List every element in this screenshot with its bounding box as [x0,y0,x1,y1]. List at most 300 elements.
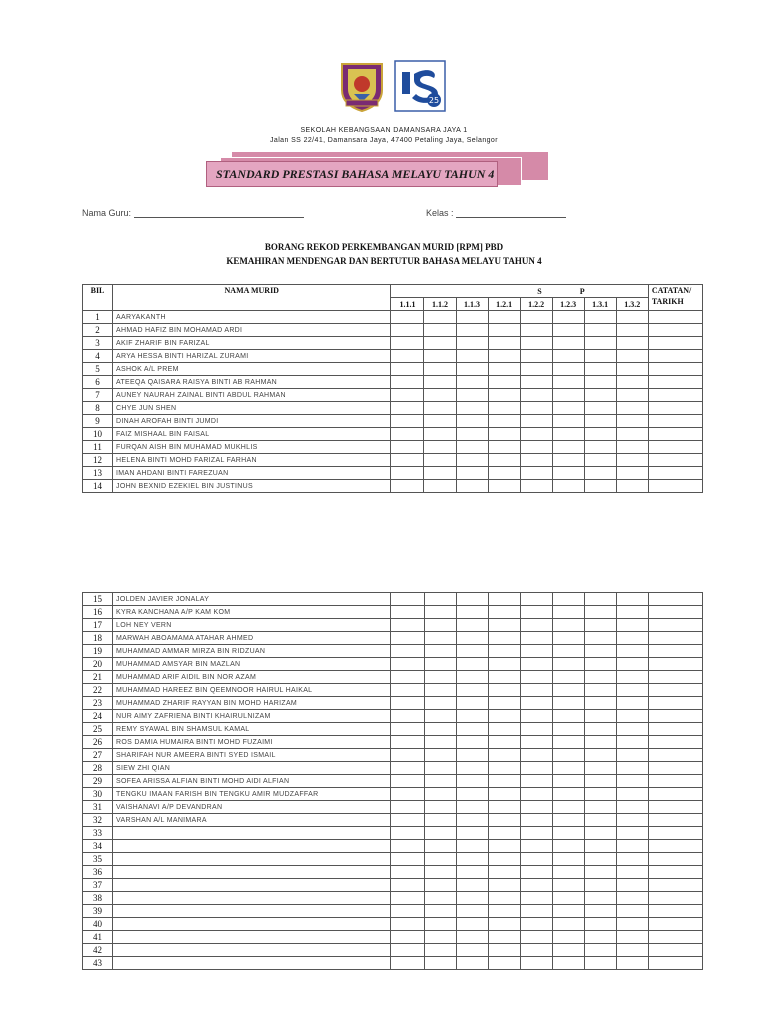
mark-cell-1-2-1[interactable] [488,684,520,697]
mark-cell-1-3-1[interactable] [584,918,616,931]
mark-cell-1-2-1[interactable] [488,957,520,970]
mark-cell-1-3-1[interactable] [584,376,616,389]
mark-cell-1-1-1[interactable] [391,697,424,710]
mark-cell-1-2-2[interactable] [520,645,552,658]
catatan-cell[interactable] [648,311,702,324]
mark-cell-1-1-1[interactable] [391,415,424,428]
mark-cell-1-3-2[interactable] [616,441,648,454]
mark-cell-1-2-1[interactable] [488,454,520,467]
mark-cell-1-2-3[interactable] [552,931,584,944]
mark-cell-1-1-2[interactable] [424,853,456,866]
mark-cell-1-2-2[interactable] [520,853,552,866]
mark-cell-1-3-1[interactable] [584,957,616,970]
mark-cell-1-1-1[interactable] [391,827,424,840]
mark-cell-1-2-2[interactable] [520,324,552,337]
mark-cell-1-1-1[interactable] [391,467,424,480]
mark-cell-1-3-2[interactable] [616,467,648,480]
mark-cell-1-1-2[interactable] [424,402,456,415]
mark-cell-1-2-2[interactable] [520,723,552,736]
mark-cell-1-2-2[interactable] [520,658,552,671]
mark-cell-1-3-1[interactable] [584,606,616,619]
catatan-cell[interactable] [648,840,702,853]
mark-cell-1-2-3[interactable] [552,402,584,415]
mark-cell-1-1-3[interactable] [456,467,488,480]
mark-cell-1-3-2[interactable] [616,827,648,840]
mark-cell-1-1-2[interactable] [424,311,456,324]
mark-cell-1-2-2[interactable] [520,736,552,749]
mark-cell-1-2-2[interactable] [520,441,552,454]
mark-cell-1-2-3[interactable] [552,710,584,723]
mark-cell-1-1-3[interactable] [456,879,488,892]
mark-cell-1-1-3[interactable] [456,853,488,866]
mark-cell-1-1-3[interactable] [456,892,488,905]
mark-cell-1-2-2[interactable] [520,467,552,480]
mark-cell-1-2-1[interactable] [488,905,520,918]
class-field[interactable] [426,207,566,218]
mark-cell-1-1-3[interactable] [456,840,488,853]
mark-cell-1-1-1[interactable] [391,593,424,606]
mark-cell-1-3-1[interactable] [584,710,616,723]
mark-cell-1-2-2[interactable] [520,840,552,853]
catatan-cell[interactable] [648,337,702,350]
mark-cell-1-1-1[interactable] [391,311,424,324]
catatan-cell[interactable] [648,415,702,428]
catatan-cell[interactable] [648,944,702,957]
mark-cell-1-2-2[interactable] [520,801,552,814]
mark-cell-1-3-1[interactable] [584,892,616,905]
catatan-cell[interactable] [648,363,702,376]
mark-cell-1-1-2[interactable] [424,775,456,788]
mark-cell-1-1-2[interactable] [424,337,456,350]
catatan-cell[interactable] [648,402,702,415]
mark-cell-1-1-2[interactable] [424,866,456,879]
mark-cell-1-2-3[interactable] [552,467,584,480]
mark-cell-1-2-3[interactable] [552,593,584,606]
mark-cell-1-3-1[interactable] [584,697,616,710]
mark-cell-1-2-2[interactable] [520,892,552,905]
mark-cell-1-3-1[interactable] [584,827,616,840]
mark-cell-1-2-1[interactable] [488,788,520,801]
mark-cell-1-1-2[interactable] [424,918,456,931]
mark-cell-1-3-2[interactable] [616,337,648,350]
mark-cell-1-3-1[interactable] [584,671,616,684]
mark-cell-1-3-2[interactable] [616,879,648,892]
mark-cell-1-3-2[interactable] [616,350,648,363]
mark-cell-1-3-2[interactable] [616,389,648,402]
catatan-cell[interactable] [648,723,702,736]
mark-cell-1-1-2[interactable] [424,658,456,671]
mark-cell-1-2-3[interactable] [552,697,584,710]
mark-cell-1-1-3[interactable] [456,684,488,697]
mark-cell-1-1-3[interactable] [456,931,488,944]
mark-cell-1-1-1[interactable] [391,892,424,905]
mark-cell-1-2-2[interactable] [520,337,552,350]
mark-cell-1-2-2[interactable] [520,788,552,801]
mark-cell-1-2-1[interactable] [488,801,520,814]
mark-cell-1-3-2[interactable] [616,814,648,827]
mark-cell-1-2-3[interactable] [552,350,584,363]
mark-cell-1-3-2[interactable] [616,606,648,619]
mark-cell-1-3-2[interactable] [616,645,648,658]
catatan-cell[interactable] [648,697,702,710]
mark-cell-1-3-2[interactable] [616,957,648,970]
class-input-line[interactable] [456,207,566,218]
mark-cell-1-2-1[interactable] [488,606,520,619]
mark-cell-1-1-2[interactable] [424,350,456,363]
catatan-cell[interactable] [648,389,702,402]
mark-cell-1-2-1[interactable] [488,710,520,723]
catatan-cell[interactable] [648,801,702,814]
mark-cell-1-1-2[interactable] [424,840,456,853]
mark-cell-1-3-2[interactable] [616,905,648,918]
mark-cell-1-3-1[interactable] [584,801,616,814]
mark-cell-1-2-3[interactable] [552,827,584,840]
mark-cell-1-1-1[interactable] [391,957,424,970]
mark-cell-1-1-3[interactable] [456,645,488,658]
mark-cell-1-1-2[interactable] [424,710,456,723]
catatan-cell[interactable] [648,827,702,840]
mark-cell-1-3-1[interactable] [584,337,616,350]
mark-cell-1-3-2[interactable] [616,944,648,957]
mark-cell-1-3-1[interactable] [584,931,616,944]
mark-cell-1-3-2[interactable] [616,324,648,337]
mark-cell-1-1-1[interactable] [391,389,424,402]
mark-cell-1-2-3[interactable] [552,840,584,853]
catatan-cell[interactable] [648,619,702,632]
mark-cell-1-3-1[interactable] [584,363,616,376]
catatan-cell[interactable] [648,441,702,454]
mark-cell-1-3-2[interactable] [616,723,648,736]
mark-cell-1-1-3[interactable] [456,723,488,736]
mark-cell-1-1-1[interactable] [391,710,424,723]
mark-cell-1-1-2[interactable] [424,736,456,749]
catatan-cell[interactable] [648,866,702,879]
mark-cell-1-2-3[interactable] [552,775,584,788]
mark-cell-1-1-2[interactable] [424,324,456,337]
mark-cell-1-1-3[interactable] [456,350,488,363]
mark-cell-1-3-1[interactable] [584,736,616,749]
mark-cell-1-1-2[interactable] [424,723,456,736]
mark-cell-1-2-1[interactable] [488,658,520,671]
mark-cell-1-2-1[interactable] [488,814,520,827]
mark-cell-1-2-2[interactable] [520,428,552,441]
mark-cell-1-1-3[interactable] [456,402,488,415]
mark-cell-1-1-3[interactable] [456,697,488,710]
mark-cell-1-2-1[interactable] [488,480,520,493]
mark-cell-1-3-2[interactable] [616,840,648,853]
mark-cell-1-1-3[interactable] [456,606,488,619]
mark-cell-1-1-1[interactable] [391,723,424,736]
mark-cell-1-1-2[interactable] [424,480,456,493]
mark-cell-1-3-1[interactable] [584,632,616,645]
mark-cell-1-1-3[interactable] [456,749,488,762]
mark-cell-1-1-3[interactable] [456,415,488,428]
mark-cell-1-1-2[interactable] [424,606,456,619]
mark-cell-1-2-2[interactable] [520,350,552,363]
mark-cell-1-1-2[interactable] [424,827,456,840]
mark-cell-1-1-1[interactable] [391,428,424,441]
mark-cell-1-1-2[interactable] [424,454,456,467]
mark-cell-1-1-1[interactable] [391,905,424,918]
mark-cell-1-1-1[interactable] [391,879,424,892]
mark-cell-1-1-2[interactable] [424,684,456,697]
mark-cell-1-2-3[interactable] [552,658,584,671]
mark-cell-1-1-3[interactable] [456,788,488,801]
mark-cell-1-3-1[interactable] [584,454,616,467]
teacher-input-line[interactable] [134,207,304,218]
catatan-cell[interactable] [648,853,702,866]
catatan-cell[interactable] [648,645,702,658]
mark-cell-1-2-3[interactable] [552,788,584,801]
mark-cell-1-2-3[interactable] [552,762,584,775]
mark-cell-1-1-2[interactable] [424,619,456,632]
mark-cell-1-3-2[interactable] [616,918,648,931]
mark-cell-1-1-1[interactable] [391,944,424,957]
mark-cell-1-2-2[interactable] [520,879,552,892]
mark-cell-1-3-1[interactable] [584,402,616,415]
mark-cell-1-1-1[interactable] [391,402,424,415]
mark-cell-1-2-1[interactable] [488,762,520,775]
mark-cell-1-1-1[interactable] [391,350,424,363]
mark-cell-1-1-2[interactable] [424,788,456,801]
mark-cell-1-1-1[interactable] [391,918,424,931]
mark-cell-1-2-3[interactable] [552,441,584,454]
mark-cell-1-1-1[interactable] [391,454,424,467]
mark-cell-1-2-3[interactable] [552,337,584,350]
mark-cell-1-3-1[interactable] [584,749,616,762]
mark-cell-1-2-2[interactable] [520,710,552,723]
mark-cell-1-1-3[interactable] [456,593,488,606]
catatan-cell[interactable] [648,788,702,801]
mark-cell-1-2-1[interactable] [488,441,520,454]
mark-cell-1-2-3[interactable] [552,814,584,827]
mark-cell-1-3-1[interactable] [584,853,616,866]
mark-cell-1-2-2[interactable] [520,944,552,957]
mark-cell-1-3-1[interactable] [584,762,616,775]
mark-cell-1-1-3[interactable] [456,658,488,671]
mark-cell-1-2-2[interactable] [520,376,552,389]
catatan-cell[interactable] [648,931,702,944]
mark-cell-1-1-3[interactable] [456,376,488,389]
mark-cell-1-3-2[interactable] [616,736,648,749]
mark-cell-1-3-1[interactable] [584,879,616,892]
mark-cell-1-2-1[interactable] [488,840,520,853]
mark-cell-1-3-1[interactable] [584,645,616,658]
catatan-cell[interactable] [648,775,702,788]
mark-cell-1-3-1[interactable] [584,684,616,697]
mark-cell-1-2-2[interactable] [520,905,552,918]
mark-cell-1-1-3[interactable] [456,957,488,970]
mark-cell-1-2-3[interactable] [552,801,584,814]
mark-cell-1-2-2[interactable] [520,671,552,684]
mark-cell-1-2-2[interactable] [520,480,552,493]
mark-cell-1-1-2[interactable] [424,632,456,645]
mark-cell-1-2-2[interactable] [520,684,552,697]
mark-cell-1-1-3[interactable] [456,363,488,376]
mark-cell-1-1-1[interactable] [391,788,424,801]
mark-cell-1-1-2[interactable] [424,957,456,970]
mark-cell-1-3-1[interactable] [584,441,616,454]
mark-cell-1-1-2[interactable] [424,363,456,376]
mark-cell-1-1-1[interactable] [391,658,424,671]
mark-cell-1-1-2[interactable] [424,467,456,480]
mark-cell-1-2-3[interactable] [552,944,584,957]
mark-cell-1-2-3[interactable] [552,918,584,931]
mark-cell-1-1-3[interactable] [456,311,488,324]
mark-cell-1-1-3[interactable] [456,671,488,684]
mark-cell-1-1-2[interactable] [424,645,456,658]
mark-cell-1-1-2[interactable] [424,944,456,957]
mark-cell-1-2-3[interactable] [552,415,584,428]
mark-cell-1-2-1[interactable] [488,671,520,684]
mark-cell-1-1-1[interactable] [391,645,424,658]
mark-cell-1-1-2[interactable] [424,905,456,918]
catatan-cell[interactable] [648,710,702,723]
mark-cell-1-3-2[interactable] [616,428,648,441]
catatan-cell[interactable] [648,671,702,684]
mark-cell-1-3-2[interactable] [616,762,648,775]
mark-cell-1-3-1[interactable] [584,788,616,801]
mark-cell-1-1-1[interactable] [391,606,424,619]
mark-cell-1-3-1[interactable] [584,866,616,879]
mark-cell-1-2-3[interactable] [552,311,584,324]
catatan-cell[interactable] [648,376,702,389]
mark-cell-1-2-3[interactable] [552,645,584,658]
mark-cell-1-3-2[interactable] [616,402,648,415]
mark-cell-1-2-3[interactable] [552,606,584,619]
mark-cell-1-2-1[interactable] [488,723,520,736]
mark-cell-1-1-3[interactable] [456,454,488,467]
mark-cell-1-1-2[interactable] [424,801,456,814]
mark-cell-1-3-2[interactable] [616,619,648,632]
catatan-cell[interactable] [648,905,702,918]
mark-cell-1-3-2[interactable] [616,866,648,879]
mark-cell-1-2-3[interactable] [552,905,584,918]
mark-cell-1-1-2[interactable] [424,389,456,402]
mark-cell-1-2-2[interactable] [520,311,552,324]
mark-cell-1-3-1[interactable] [584,324,616,337]
mark-cell-1-3-2[interactable] [616,415,648,428]
mark-cell-1-2-2[interactable] [520,619,552,632]
mark-cell-1-1-1[interactable] [391,619,424,632]
mark-cell-1-2-3[interactable] [552,879,584,892]
mark-cell-1-1-3[interactable] [456,775,488,788]
mark-cell-1-1-2[interactable] [424,749,456,762]
mark-cell-1-2-1[interactable] [488,697,520,710]
catatan-cell[interactable] [648,467,702,480]
catatan-cell[interactable] [648,957,702,970]
mark-cell-1-2-2[interactable] [520,918,552,931]
mark-cell-1-1-3[interactable] [456,619,488,632]
mark-cell-1-3-1[interactable] [584,428,616,441]
mark-cell-1-1-3[interactable] [456,827,488,840]
mark-cell-1-1-1[interactable] [391,853,424,866]
catatan-cell[interactable] [648,762,702,775]
mark-cell-1-2-2[interactable] [520,454,552,467]
mark-cell-1-2-1[interactable] [488,918,520,931]
mark-cell-1-2-3[interactable] [552,892,584,905]
mark-cell-1-1-3[interactable] [456,428,488,441]
mark-cell-1-1-2[interactable] [424,415,456,428]
mark-cell-1-2-1[interactable] [488,402,520,415]
mark-cell-1-2-2[interactable] [520,827,552,840]
mark-cell-1-2-2[interactable] [520,389,552,402]
teacher-field[interactable] [82,207,304,218]
mark-cell-1-2-3[interactable] [552,671,584,684]
mark-cell-1-3-1[interactable] [584,593,616,606]
mark-cell-1-2-1[interactable] [488,428,520,441]
mark-cell-1-2-1[interactable] [488,736,520,749]
mark-cell-1-3-2[interactable] [616,892,648,905]
mark-cell-1-1-1[interactable] [391,632,424,645]
mark-cell-1-1-1[interactable] [391,363,424,376]
mark-cell-1-1-2[interactable] [424,376,456,389]
mark-cell-1-3-1[interactable] [584,467,616,480]
catatan-cell[interactable] [648,593,702,606]
mark-cell-1-3-2[interactable] [616,749,648,762]
mark-cell-1-2-2[interactable] [520,415,552,428]
mark-cell-1-2-1[interactable] [488,749,520,762]
mark-cell-1-2-2[interactable] [520,697,552,710]
mark-cell-1-2-1[interactable] [488,931,520,944]
mark-cell-1-3-2[interactable] [616,671,648,684]
mark-cell-1-2-3[interactable] [552,736,584,749]
mark-cell-1-3-2[interactable] [616,710,648,723]
mark-cell-1-2-1[interactable] [488,775,520,788]
mark-cell-1-1-2[interactable] [424,441,456,454]
mark-cell-1-1-3[interactable] [456,944,488,957]
catatan-cell[interactable] [648,814,702,827]
mark-cell-1-3-2[interactable] [616,632,648,645]
mark-cell-1-1-1[interactable] [391,324,424,337]
mark-cell-1-2-1[interactable] [488,593,520,606]
mark-cell-1-2-2[interactable] [520,632,552,645]
mark-cell-1-2-3[interactable] [552,853,584,866]
mark-cell-1-3-2[interactable] [616,801,648,814]
mark-cell-1-3-1[interactable] [584,840,616,853]
mark-cell-1-1-1[interactable] [391,337,424,350]
mark-cell-1-2-1[interactable] [488,944,520,957]
mark-cell-1-2-1[interactable] [488,415,520,428]
mark-cell-1-2-1[interactable] [488,363,520,376]
mark-cell-1-1-3[interactable] [456,905,488,918]
mark-cell-1-2-3[interactable] [552,428,584,441]
mark-cell-1-3-2[interactable] [616,376,648,389]
mark-cell-1-3-2[interactable] [616,697,648,710]
mark-cell-1-2-3[interactable] [552,363,584,376]
mark-cell-1-1-3[interactable] [456,324,488,337]
catatan-cell[interactable] [648,736,702,749]
mark-cell-1-2-3[interactable] [552,957,584,970]
mark-cell-1-1-3[interactable] [456,480,488,493]
mark-cell-1-2-2[interactable] [520,749,552,762]
mark-cell-1-3-2[interactable] [616,593,648,606]
mark-cell-1-1-3[interactable] [456,337,488,350]
mark-cell-1-1-3[interactable] [456,736,488,749]
mark-cell-1-3-1[interactable] [584,723,616,736]
mark-cell-1-1-2[interactable] [424,593,456,606]
mark-cell-1-1-1[interactable] [391,931,424,944]
mark-cell-1-2-1[interactable] [488,853,520,866]
mark-cell-1-1-1[interactable] [391,762,424,775]
catatan-cell[interactable] [648,749,702,762]
mark-cell-1-3-2[interactable] [616,853,648,866]
mark-cell-1-1-3[interactable] [456,866,488,879]
catatan-cell[interactable] [648,428,702,441]
mark-cell-1-1-3[interactable] [456,801,488,814]
mark-cell-1-3-1[interactable] [584,415,616,428]
mark-cell-1-1-1[interactable] [391,441,424,454]
